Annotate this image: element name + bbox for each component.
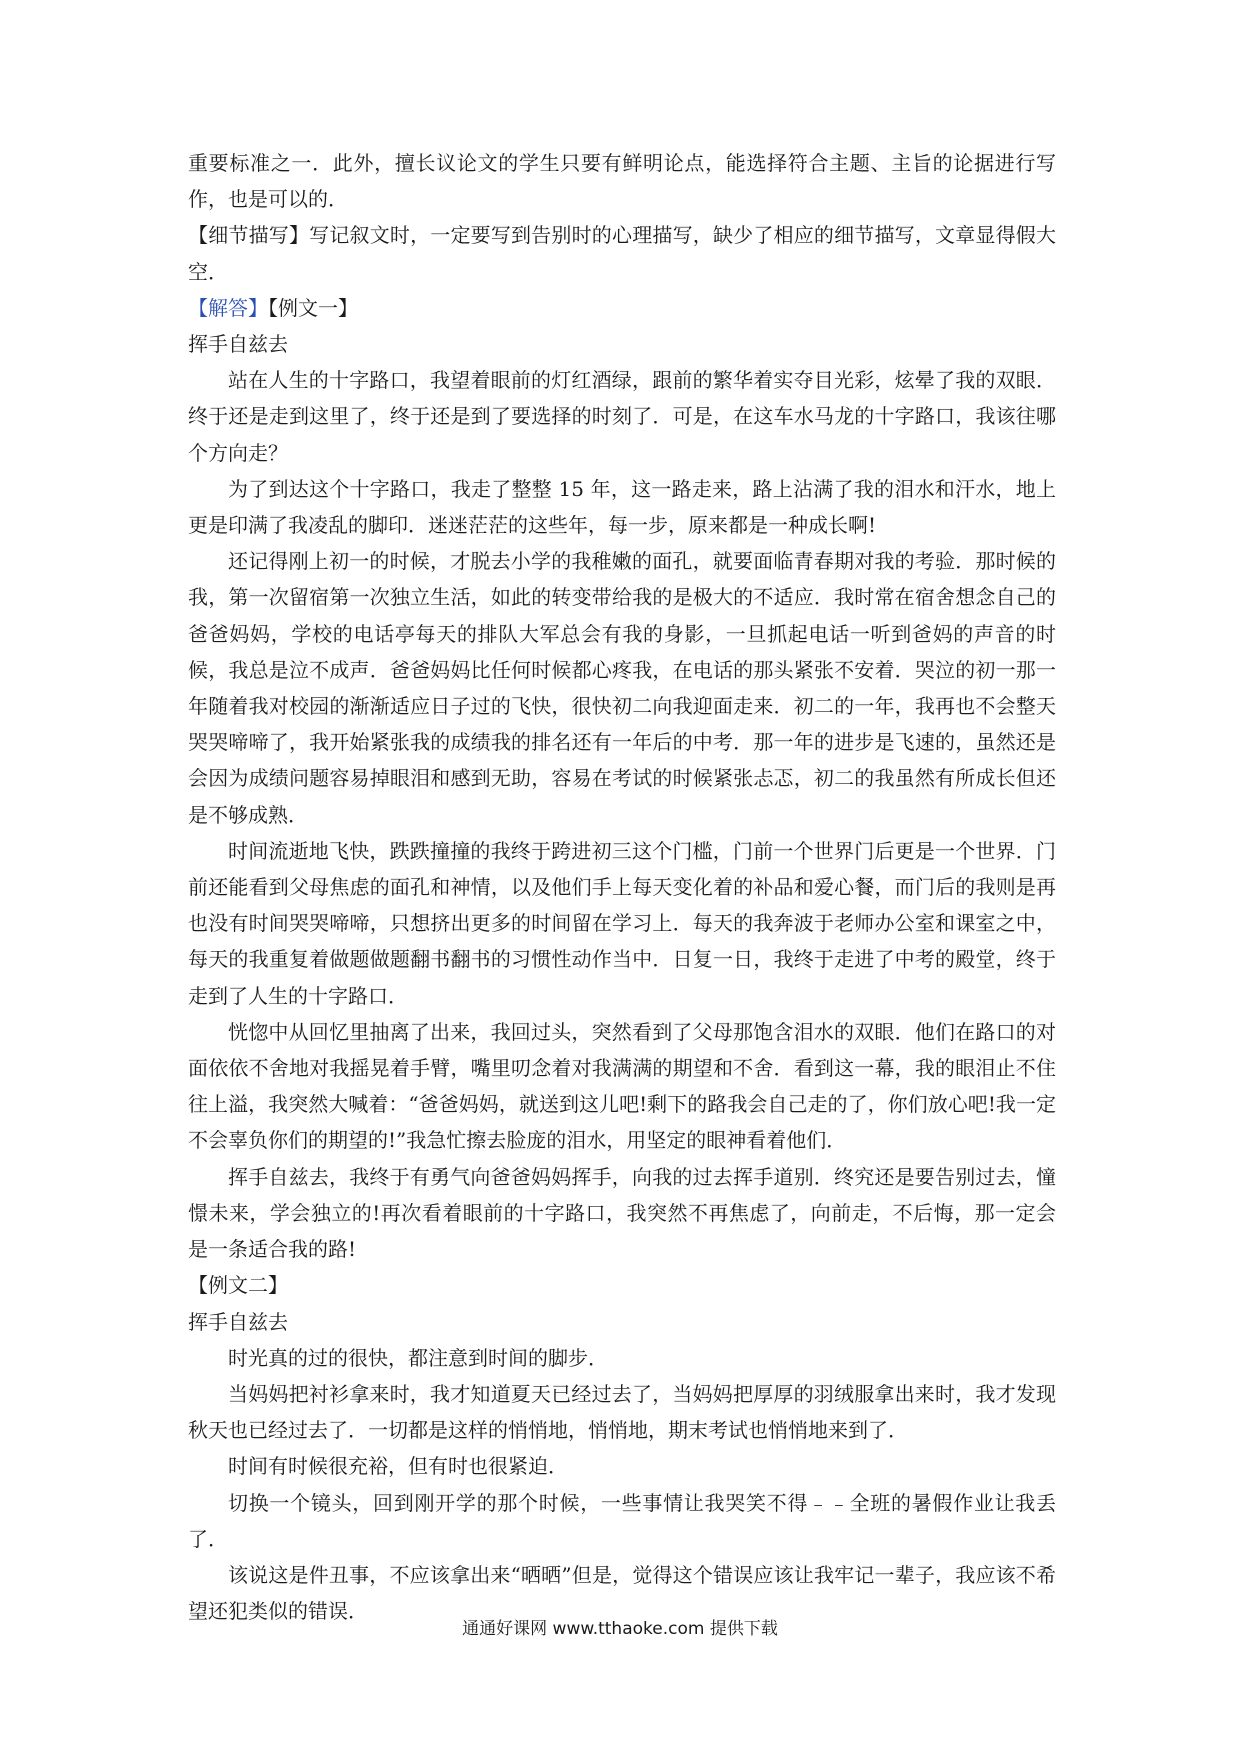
- example2-paragraph: 切换一个镜头，回到刚开学的那个时候，一些事情让我哭笑不得﹣﹣全班的暑假作业让我丢了．: [188, 1490, 1056, 1551]
- answer-heading: [188, 290, 1056, 326]
- intro-text: 重要标准之一．此外，擅长议论文的学生只要有鲜明论点，能选择符合主题、主旨的论据进行写作，也是可以的．: [188, 151, 1056, 212]
- example1-paragraph: 为了到达这个十字路口，我走了整整 15 年，这一路走来，路上沾满了我的泪水和汗水，地上更是印满了我凌乱的脚印．迷迷茫茫的这些年，每一步，原来都是一种成长啊!: [188, 476, 1056, 538]
- example1-paragraph: 站在人生的十字路口，我望着眼前的灯红酒绿，跟前的繁华着实夺目光彩，炫晕了我的双眼．终于还是走到这里了，终于还是到了要选择的时刻了．可是，在这车水马龙的十字路口，我该往哪个方向走？: [188, 368, 1056, 465]
- example2-paragraph: 该说这是件丑事，不应该拿出来“晒晒”但是，觉得这个错误应该让我牢记一辈子，我应该不希望还犯类似的错误．: [188, 1562, 1056, 1624]
- detail-description: 【细节描写】写记叙文时，一定要写到告别时的心理描写，缺少了相应的细节描写，文章显得假大空．: [188, 223, 1056, 284]
- example2-title: 挥手自兹去: [188, 1309, 288, 1334]
- answer-label: 【解答】: [188, 295, 268, 320]
- example1-paragraph: 恍惚中从回忆里抽离了出来，我回过头，突然看到了父母那饱含泪水的双眼．他们在路口的对面依依不舍地对我摇晃着手臂，嘴里叨念着对我满满的期望和不舍．看到这一幕，我的眼泪止不住往上溢，我突然大喊着：“爸爸妈妈，就送到这儿吧!剩下的路我会自己走的了，你们放心吧!我一定不会辜负你们的期望的!”我急忙擦去脸庞的泪水，用坚定的眼神看着他们．: [188, 1019, 1056, 1153]
- example1-paragraph: 时间流逝地飞快，跌跌撞撞的我终于跨进初三这个门槛，门前一个世界门后更是一个世界．门前还能看到父母焦虑的面孔和神情，以及他们手上每天变化着的补品和爱心餐，而门后的我则是再也没有时间哭哭啼啼，只想挤出更多的时间留在学习上．每天的我奔波于老师办公室和课室之中，每天的我重复着做题做题翻书翻书的习惯性动作当中．日复一日，我终于走进了中考的殿堂，终于走到了人生的十字路口．: [188, 838, 1056, 1008]
- example2-label: 【例文二】: [188, 1273, 288, 1298]
- example1-paragraph: 挥手自兹去，我终于有勇气向爸爸妈妈挥手，向我的过去挥手道别．终究还是要告别过去，憧憬未来，学会独立的!再次看着眼前的十字路口，我突然不再焦虑了，向前走，不后悔，那一定会是一条适合我的路!: [188, 1164, 1056, 1262]
- example2-paragraph: 当妈妈把衬衫拿来时，我才知道夏天已经过去了，当妈妈把厚厚的羽绒服拿出来时，我才发现秋天也已经过去了．一切都是这样的悄悄地，悄悄地，期末考试也悄悄地来到了．: [188, 1381, 1056, 1443]
- example1-label: 【例文一】: [268, 295, 358, 320]
- document-body: [188, 145, 1056, 1629]
- example1-title: 挥手自兹去: [188, 332, 288, 357]
- example2-paragraph: 时光真的过的很快，都注意到时间的脚步．: [228, 1345, 608, 1370]
- page-footer: 通通好课网 www.tthaoke.com 提供下载: [462, 1619, 778, 1639]
- example2-paragraph: 时间有时候很充裕，但有时也很紧迫．: [228, 1454, 568, 1479]
- example1-paragraph: 还记得刚上初一的时候，才脱去小学的我稚嫩的面孔，就要面临青春期对我的考验．那时候的我，第一次留宿第一次独立生活，如此的转变带给我的是极大的不适应．我时常在宿舍想念自己的爸爸妈妈，学校的电话亭每天的排队大军总会有我的身影，一旦抓起电话一听到爸妈的声音的时候，我总是泣不成声．爸爸妈妈比任何时候都心疼我，在电话的那头紧张不安着．哭泣的初一那一年随着我对校园的渐渐适应日子过的飞快，很快初二向我迎面走来．初二的一年，我再也不会整天哭哭啼啼了，我开始紧张我的成绩我的排名还有一年后的中考．那一年的进步是飞速的，虽然还是会因为成绩问题容易掉眼泪和感到无助，容易在考试的时候紧张忐忑，初二的我虽然有所成长但还是不够成熟．: [188, 549, 1056, 827]
